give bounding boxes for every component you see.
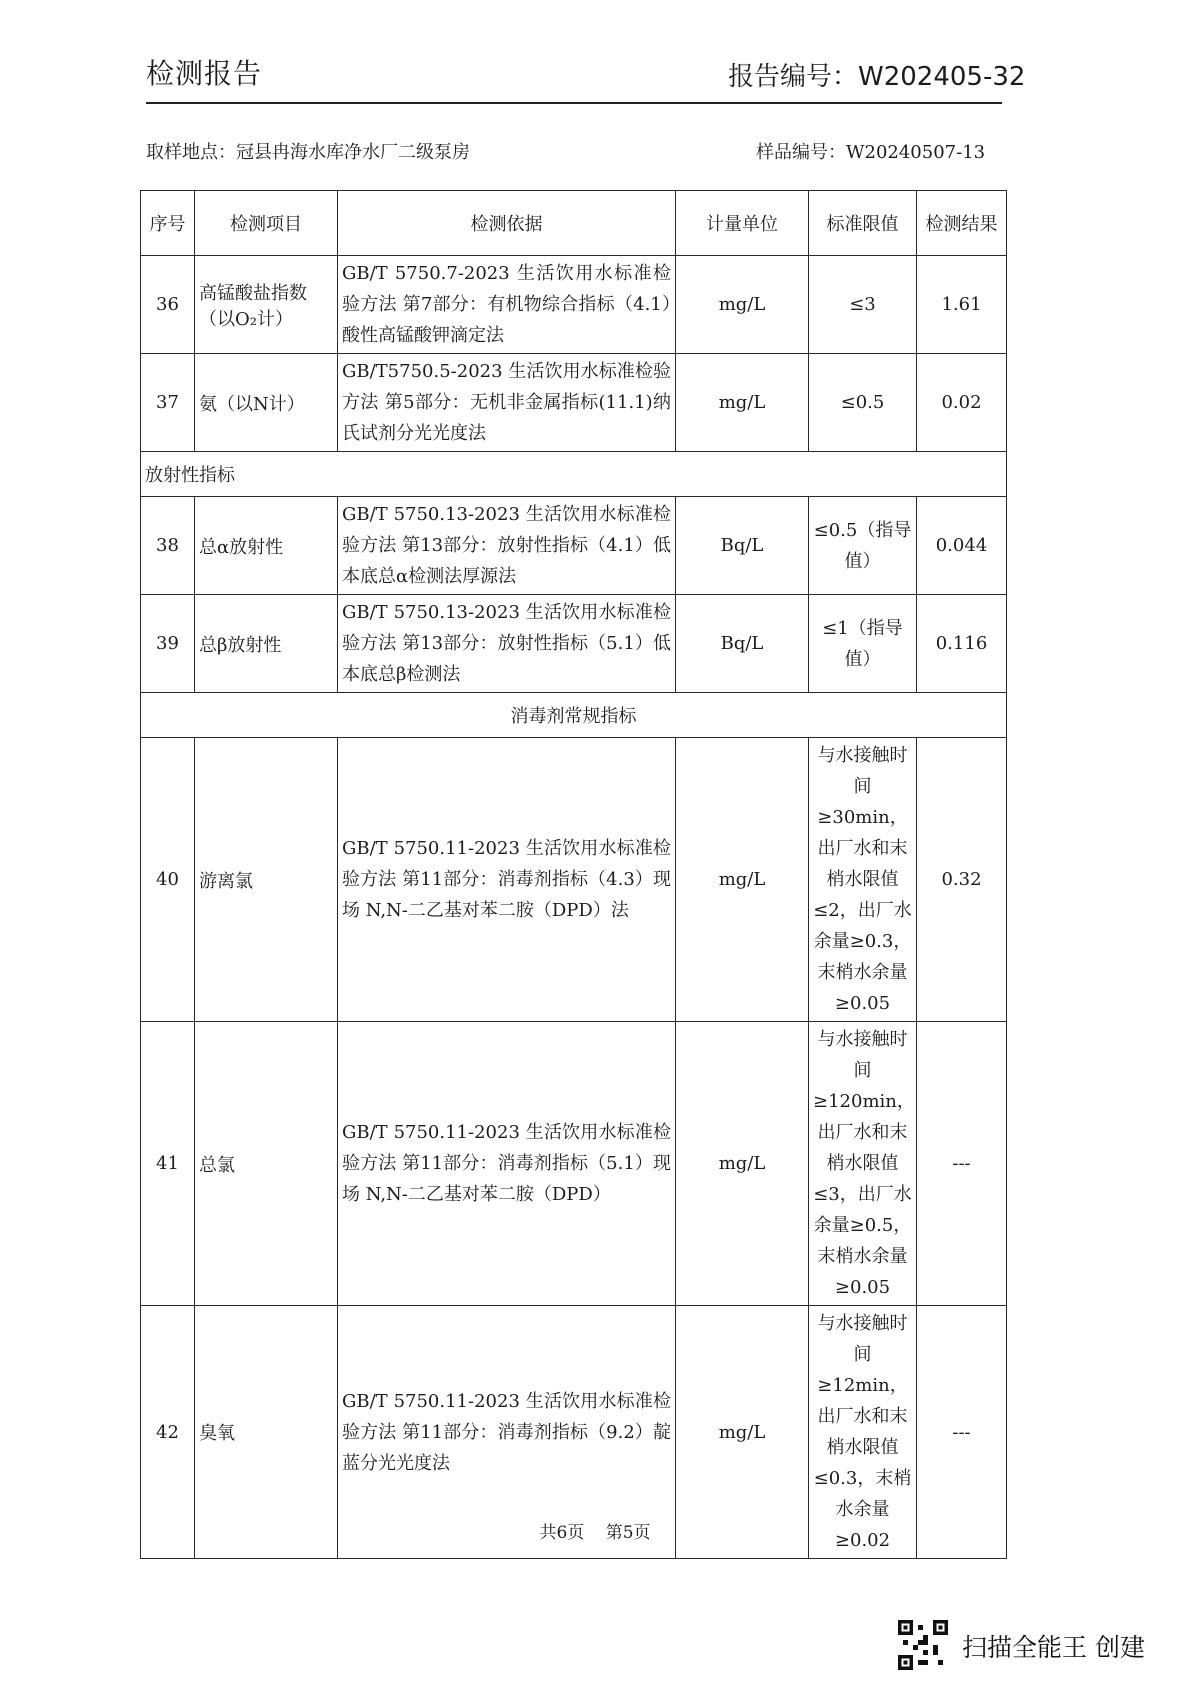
- row-unit: mg/L: [676, 1022, 809, 1306]
- page-total: 共6页: [539, 1523, 585, 1543]
- row-item: 总β放射性: [195, 595, 338, 693]
- table-row: [141, 256, 1007, 354]
- section-radioactive: 放射性指标: [141, 452, 1007, 497]
- row-unit: Bq/L: [676, 497, 809, 595]
- row-basis: GB/T 5750.7-2023 生活饮用水标准检验方法 第7部分：有机物综合指标（4.1）酸性高锰酸钾滴定法: [338, 256, 676, 354]
- report-title: 检测报告: [146, 57, 263, 90]
- results-table: [140, 190, 1007, 1559]
- scanner-watermark: 扫描全能王 创建: [962, 1633, 1145, 1662]
- row-no: 42: [141, 1306, 195, 1559]
- row-unit: mg/L: [676, 1306, 809, 1559]
- row-no: 38: [141, 497, 195, 595]
- row-basis: GB/T 5750.11-2023 生活饮用水标准检验方法 第11部分：消毒剂指标（4.3）现场 N,N-二乙基对苯二胺（DPD）法: [338, 738, 676, 1022]
- row-item: 游离氯: [195, 738, 338, 1022]
- row-limit: ≤1（指导值）: [809, 595, 917, 693]
- row-result: 0.116: [917, 595, 1007, 693]
- section-disinfectant: 消毒剂常规指标: [141, 693, 1007, 738]
- row-basis: GB/T 5750.13-2023 生活饮用水标准检验方法 第13部分：放射性指标（5.1）低本底总β检测法: [338, 595, 676, 693]
- table-row: [141, 738, 1007, 1022]
- col-header-basis: 检测依据: [338, 191, 676, 256]
- row-limit: ≤0.5: [809, 354, 917, 452]
- row-no: 39: [141, 595, 195, 693]
- row-no: 36: [141, 256, 195, 354]
- row-unit: Bq/L: [676, 595, 809, 693]
- row-unit: mg/L: [676, 738, 809, 1022]
- row-item: 总α放射性: [195, 497, 338, 595]
- page-current: 第5页: [605, 1523, 651, 1543]
- col-header-item: 检测项目: [195, 191, 338, 256]
- table-row: [141, 354, 1007, 452]
- row-unit: mg/L: [676, 256, 809, 354]
- section-row: [141, 693, 1007, 738]
- table-header-row: [141, 191, 1007, 256]
- row-limit: 与水接触时间≥12min，出厂水和末梢水限值≤0.3，末梢水余量≥0.02: [809, 1306, 917, 1559]
- col-header-limit: 标准限值: [809, 191, 917, 256]
- row-unit: mg/L: [676, 354, 809, 452]
- sample-number: 样品编号：W20240507-13: [756, 142, 986, 163]
- table-row: [141, 1022, 1007, 1306]
- row-limit: ≤3: [809, 256, 917, 354]
- report-number: 报告编号：W202405-32: [728, 62, 1026, 92]
- row-no: 37: [141, 354, 195, 452]
- row-item: 氨（以N计）: [195, 354, 338, 452]
- row-result: 0.044: [917, 497, 1007, 595]
- page-footer: [0, 1518, 1190, 1543]
- row-basis: GB/T 5750.13-2023 生活饮用水标准检验方法 第13部分：放射性指标（4.1）低本底总α检测法厚源法: [338, 497, 676, 595]
- table-row: [141, 595, 1007, 693]
- row-result: 1.61: [917, 256, 1007, 354]
- row-basis: GB/T 5750.11-2023 生活饮用水标准检验方法 第11部分：消毒剂指标（5.1）现场 N,N-二乙基对苯二胺（DPD）: [338, 1022, 676, 1306]
- col-header-unit: 计量单位: [676, 191, 809, 256]
- row-item: 高锰酸盐指数（以O₂计）: [195, 256, 338, 354]
- col-header-no: 序号: [141, 191, 195, 256]
- col-header-result: 检测结果: [917, 191, 1007, 256]
- sampling-location: 取样地点：冠县冉海水库净水厂二级泵房: [146, 142, 470, 163]
- row-basis: GB/T5750.5-2023 生活饮用水标准检验方法 第5部分：无机非金属指标(11.1)纳氏试剂分光光度法: [338, 354, 676, 452]
- row-no: 40: [141, 738, 195, 1022]
- row-no: 41: [141, 1022, 195, 1306]
- row-result: 0.02: [917, 354, 1007, 452]
- row-result: ---: [917, 1306, 1007, 1559]
- row-limit: ≤0.5（指导值）: [809, 497, 917, 595]
- row-result: 0.32: [917, 738, 1007, 1022]
- section-row: [141, 452, 1007, 497]
- header-divider: [146, 102, 1002, 104]
- row-item: 总氯: [195, 1022, 338, 1306]
- row-limit: 与水接触时间≥30min，出厂水和末梢水限值≤2，出厂水余量≥0.3，末梢水余量≥0.05: [809, 738, 917, 1022]
- row-result: ---: [917, 1022, 1007, 1306]
- row-limit: 与水接触时间≥120min，出厂水和末梢水限值≤3，出厂水余量≥0.5，末梢水余量≥0.05: [809, 1022, 917, 1306]
- qr-code-icon: [898, 1620, 948, 1670]
- table-row: [141, 497, 1007, 595]
- row-item: 臭氧: [195, 1306, 338, 1559]
- row-basis: GB/T 5750.11-2023 生活饮用水标准检验方法 第11部分：消毒剂指标（9.2）靛蓝分光光度法: [338, 1306, 676, 1559]
